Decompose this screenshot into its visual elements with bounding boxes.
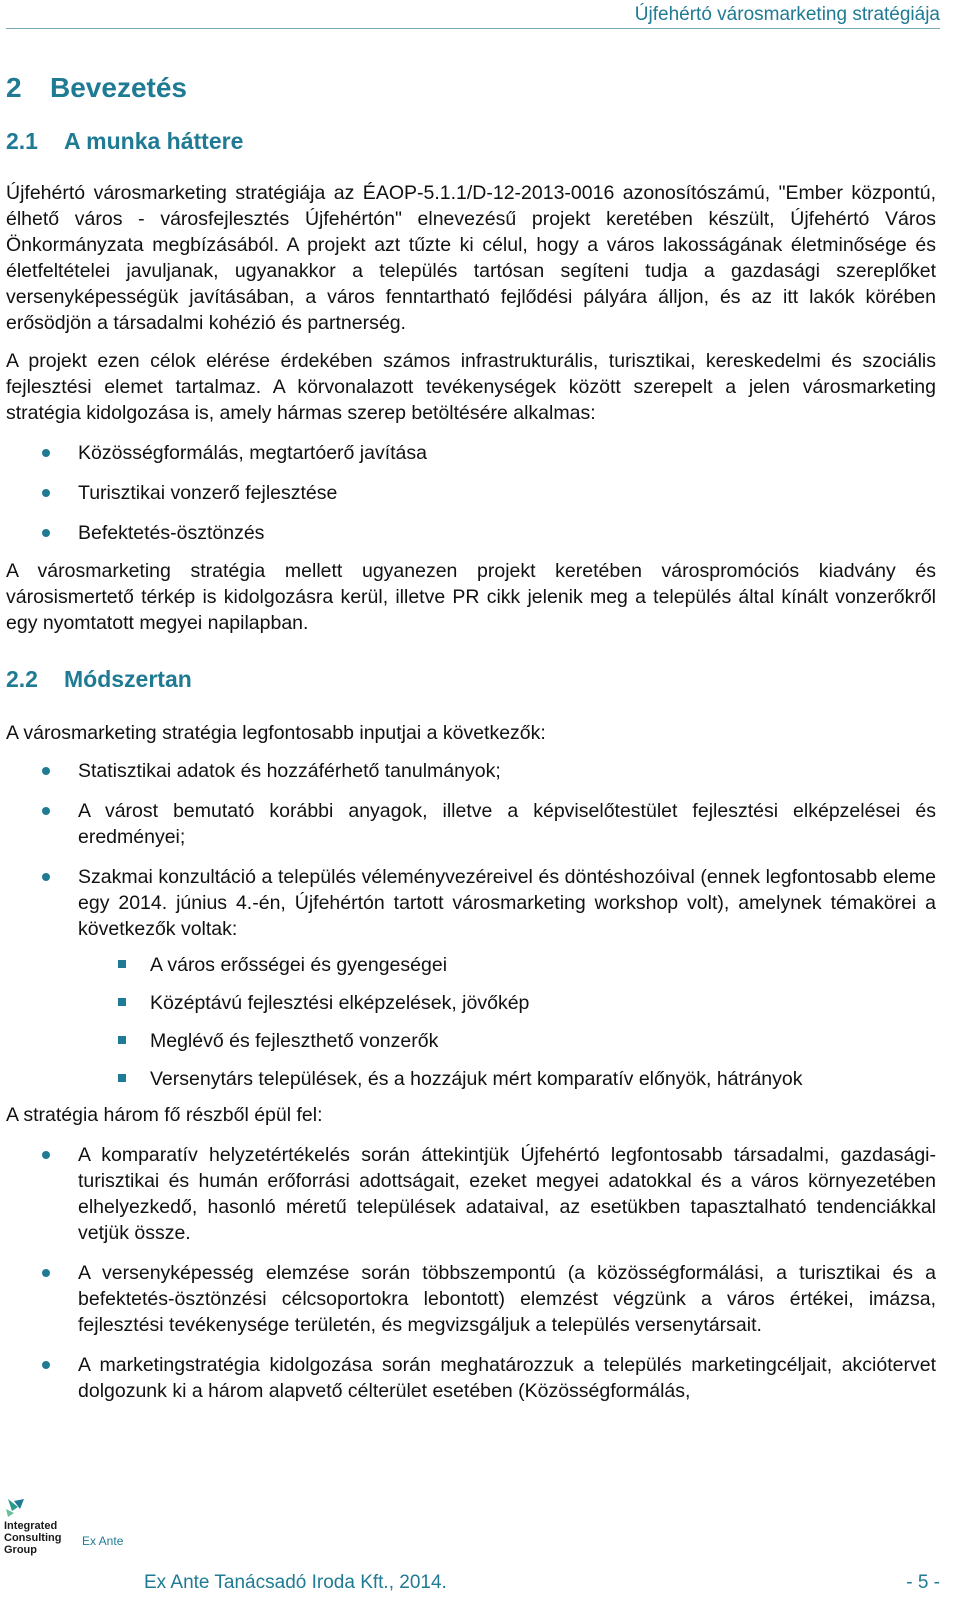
paragraph-1: Újfehértó városmarketing stratégiája az ÉAOP-5.1.1/D-12-2013-0016 azonosítószámú, "Ember központú, élhető város - városfejlesztés Újfehértón" elnevezésű projekt keretében készült, Újfehértó Város Önkormányzata megbízásából. A projekt azt tűzte ki célul, hogy a város lakosságának életminősége és életfeltételei javuljanak, ugyanakkor a település tartósan segíteni tudja a gazdasági szereplőket versenyképességük javításában, a város fenntartható fejlődési pályára álljon, és az itt lakók körében erősödjön a társadalmi kohézió és partnerség. — [6, 182, 936, 334]
purpose-list — [6, 440, 936, 546]
document-body — [6, 70, 936, 1404]
subsection-title-2: Módszertan — [64, 666, 192, 692]
list-item: A marketingstratégia kidolgozása során meghatározzuk a település marketingcéljait, akciótervet dolgozunk ki a három alapvető célterület esetében (Közösségformálás, — [6, 1352, 936, 1404]
list-item: Középtávú fejlesztési elképzelések, jövőkép — [6, 990, 936, 1016]
exante-logo-text: Ex Ante — [82, 1534, 124, 1548]
list-item: Turisztikai vonzerő fejlesztése — [6, 480, 936, 506]
list-item: Meglévő és fejleszthető vonzerők — [6, 1028, 936, 1054]
list-item: A versenyképesség elemzése során többszempontú (a közösségformálási, a turisztikai és a befektetés-ösztönzési célcsoportokra lebontott) elemzést végzünk a város értékei, imázsa, fejlesztési tevékenysége területén, és megvizsgáljuk a település versenytársait. — [6, 1260, 936, 1338]
subsection-number-1: 2.1 — [6, 128, 38, 154]
page-number: - 5 - — [906, 1572, 940, 1593]
header-divider — [6, 28, 940, 29]
running-header: Újfehértó városmarketing stratégiája — [634, 4, 940, 25]
subsection-title-1: A munka háttere — [64, 128, 244, 154]
section-number: 2 — [6, 72, 22, 103]
subsection-heading-2 — [6, 664, 936, 694]
inputs-list — [6, 758, 936, 942]
subsection-number-2: 2.2 — [6, 666, 38, 692]
paragraph-3: A városmarketing stratégia mellett ugyanezen projekt keretében várospromóciós kiadvány és városismertető térkép is kidolgozásra kerül, illetve PR cikk jelenik meg a település által kínált vonzerőkről egy nyomtatott megyei napilapban. — [6, 560, 936, 634]
list-item: A város erősségei és gyengeségei — [6, 952, 936, 978]
list-item: Befektetés-ösztönzés — [6, 520, 936, 546]
list-item: Közösségformálás, megtartóerő javítása — [6, 440, 936, 466]
section-heading — [6, 70, 936, 106]
paragraph-2: A projekt ezen célok elérése érdekében számos infrastrukturális, turisztikai, kereskedelmi és szociális fejlesztési elemet tartalmaz. A körvonalazott tevékenységek között szerepelt a jelen városmarketing stratégia kidolgozása is, amely hármas szerep betöltésére alkalmas: — [6, 350, 936, 424]
list-item: Szakmai konzultáció a település véleményvezéreivel és döntéshozóival (ennek legfontosabb eleme egy 2014. június 4.-én, Újfehértón tartott városmarketing workshop volt), amelynek témakörei a következők voltak: — [6, 864, 936, 942]
subsection-heading-1 — [6, 126, 936, 156]
workshop-topics-list — [6, 952, 936, 1092]
list-item: Versenytárs települések, és a hozzájuk mért komparatív előnyök, hátrányok — [6, 1066, 936, 1092]
section-title: Bevezetés — [50, 72, 187, 103]
list-item: A várost bemutató korábbi anyagok, illetve a képviselőtestület fejlesztési elképzelései és eredményei; — [6, 798, 936, 850]
logo-wordmark: Integrated Consulting Group — [4, 1520, 62, 1556]
paragraph-5: A stratégia három fő részből épül fel: — [6, 1104, 323, 1126]
paragraph-4: A városmarketing stratégia legfontosabb inputjai a következők: — [6, 722, 546, 744]
list-item: Statisztikai adatok és hozzáférhető tanulmányok; — [6, 758, 936, 784]
structure-list — [6, 1142, 936, 1404]
list-item: A komparatív helyzetértékelés során áttekintjük Újfehértó legfontosabb társadalmi, gazdasági-turisztikai és humán erőforrási adottságait, ezeket megyei adatokkal és a város környezetében elhelyezkedő, hasonló méretű települések adataival, az esetükben tapasztalható tendenciákkal vetjük össze. — [6, 1142, 936, 1246]
footer-text: Ex Ante Tanácsadó Iroda Kft., 2014. — [144, 1572, 447, 1593]
